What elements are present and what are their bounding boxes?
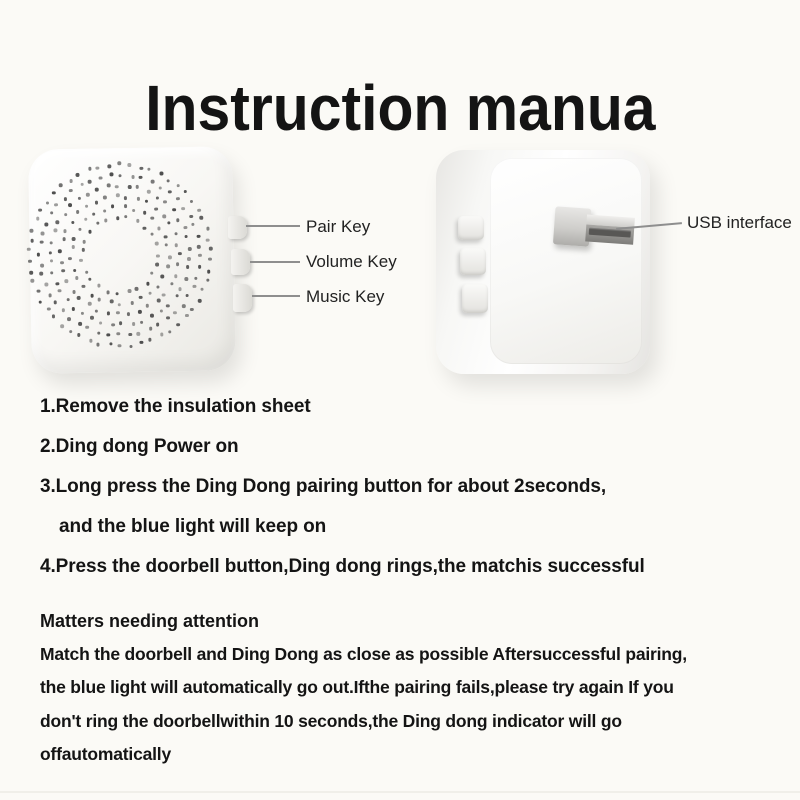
usb-interface-label: USB interface	[687, 213, 792, 232]
speaker-hole-dot	[188, 247, 192, 251]
speaker-hole-dot	[157, 299, 161, 303]
speaker-hole-dot	[160, 333, 164, 337]
speaker-hole-dot	[99, 176, 103, 180]
speaker-hole-dot	[71, 245, 75, 249]
speaker-hole-dot	[118, 303, 122, 307]
speaker-hole-dot	[186, 265, 190, 269]
receiver-side-key-2	[460, 248, 486, 275]
speaker-hole-dot	[176, 262, 180, 266]
speaker-hole-dot	[27, 247, 31, 251]
speaker-hole-dot	[58, 289, 62, 293]
speaker-hole-dot	[139, 175, 143, 179]
speaker-hole-dot	[167, 221, 171, 225]
speaker-hole-dot	[88, 278, 92, 282]
speaker-hole-dot	[95, 188, 99, 192]
speaker-hole-dot	[127, 163, 131, 167]
speaker-hole-dot	[72, 237, 76, 241]
speaker-hole-dot	[156, 254, 160, 258]
speaker-hole-dot	[139, 296, 143, 300]
speaker-hole-dot	[73, 269, 77, 273]
speaker-hole-dot	[39, 272, 43, 276]
speaker-hole-dot	[95, 309, 99, 313]
speaker-hole-dot	[165, 243, 169, 247]
speaker-hole-dot	[132, 322, 136, 326]
speaker-grille	[28, 146, 236, 374]
speaker-hole-dot	[30, 239, 34, 243]
speaker-hole-dot	[193, 284, 197, 288]
speaker-hole-dot	[109, 342, 113, 346]
speaker-hole-dot	[164, 235, 168, 239]
speaker-hole-dot	[68, 203, 72, 207]
speaker-hole-dot	[62, 237, 66, 241]
attention-line-1: Match the doorbell and Ding Dong as close as possible Aftersuccessful pairing,	[40, 644, 687, 664]
speaker-hole-dot	[96, 166, 100, 170]
speaker-hole-dot	[156, 323, 160, 327]
volume-key-leader-line	[250, 261, 300, 263]
speaker-hole-dot	[62, 308, 66, 312]
speaker-hole-dot	[118, 344, 122, 348]
speaker-hole-dot	[119, 321, 123, 325]
speaker-hole-dot	[90, 294, 94, 298]
speaker-hole-dot	[129, 345, 133, 349]
speaker-hole-dot	[69, 189, 73, 193]
speaker-hole-dot	[178, 287, 182, 291]
speaker-hole-dot	[103, 196, 107, 200]
speaker-hole-dot	[126, 312, 130, 316]
speaker-hole-dot	[110, 300, 114, 304]
speaker-hole-dot	[54, 203, 58, 207]
receiver-side-key-1	[458, 216, 484, 240]
speaker-hole-dot	[29, 271, 33, 275]
speaker-hole-dot	[76, 173, 80, 177]
speaker-hole-dot	[160, 171, 164, 175]
speaker-hole-dot	[116, 332, 120, 336]
speaker-hole-dot	[54, 229, 58, 233]
speaker-hole-dot	[157, 227, 161, 231]
speaker-hole-dot	[78, 228, 82, 232]
speaker-hole-dot	[135, 287, 139, 291]
speaker-hole-dot	[63, 229, 67, 233]
speaker-hole-dot	[40, 240, 44, 244]
speaker-hole-dot	[85, 270, 89, 274]
speaker-hole-dot	[155, 196, 159, 200]
speaker-hole-dot	[187, 257, 191, 261]
speaker-hole-dot	[99, 321, 103, 325]
speaker-hole-dot	[149, 327, 153, 331]
speaker-hole-dot	[44, 283, 48, 287]
speaker-hole-dot	[39, 300, 43, 304]
speaker-hole-dot	[160, 274, 164, 278]
speaker-hole-dot	[131, 301, 135, 305]
speaker-hole-dot	[82, 285, 86, 289]
chime-body	[28, 146, 236, 374]
speaker-hole-dot	[65, 279, 69, 283]
speaker-hole-dot	[41, 232, 45, 236]
pair-key-leader-line	[246, 225, 300, 227]
speaker-hole-dot	[198, 265, 202, 269]
speaker-hole-dot	[61, 269, 65, 273]
speaker-hole-dot	[116, 194, 120, 198]
speaker-hole-dot	[45, 223, 49, 227]
page-title-text: Instruction manua	[144, 71, 656, 144]
speaker-hole-dot	[76, 210, 80, 214]
speaker-hole-dot	[191, 222, 195, 226]
speaker-hole-dot	[52, 191, 56, 195]
speaker-hole-dot	[128, 185, 132, 189]
speaker-hole-dot	[69, 179, 73, 183]
speaker-hole-dot	[206, 227, 210, 231]
speaker-hole-dot	[147, 190, 151, 194]
speaker-hole-dot	[190, 200, 194, 204]
speaker-hole-dot	[89, 339, 93, 343]
speaker-hole-dot	[143, 227, 147, 231]
speaker-hole-dot	[84, 217, 88, 221]
attention-line-3: don't ring the doorbellwithin 10 seconds,the Ding dong indicator will go	[40, 711, 622, 731]
speaker-hole-dot	[150, 271, 154, 275]
speaker-hole-dot	[90, 316, 94, 320]
speaker-hole-dot	[190, 308, 194, 312]
speaker-hole-dot	[150, 314, 154, 318]
speaker-hole-dot	[66, 298, 70, 302]
speaker-hole-dot	[85, 325, 89, 329]
speaker-hole-dot	[107, 184, 111, 188]
speaker-hole-dot	[148, 338, 152, 342]
chime-music-key	[233, 284, 252, 312]
speaker-hole-dot	[166, 304, 170, 308]
speaker-hole-dot	[106, 333, 110, 337]
speaker-hole-dot	[176, 323, 180, 327]
page-title	[0, 73, 800, 143]
speaker-hole-dot	[206, 279, 210, 283]
speaker-hole-dot	[159, 186, 163, 190]
music-key-leader-line	[252, 295, 300, 297]
speaker-hole-dot	[49, 241, 53, 245]
speaker-hole-dot	[81, 312, 85, 316]
volume-key-label: Volume Key	[306, 252, 397, 271]
speaker-hole-dot	[77, 296, 81, 300]
receiver-plug-image	[436, 150, 650, 374]
speaker-hole-dot	[184, 235, 188, 239]
speaker-hole-dot	[124, 215, 128, 219]
speaker-hole-dot	[30, 279, 34, 283]
usb-plug-connector	[585, 214, 635, 244]
speaker-hole-dot	[166, 316, 170, 320]
speaker-hole-dot	[166, 179, 170, 183]
speaker-hole-dot	[208, 257, 212, 261]
speaker-hole-dot	[182, 304, 186, 308]
speaker-hole-dot	[143, 211, 147, 215]
speaker-hole-dot	[118, 174, 122, 178]
speaker-hole-dot	[36, 289, 40, 293]
speaker-hole-dot	[176, 197, 180, 201]
speaker-hole-dot	[88, 230, 92, 234]
speaker-hole-dot	[88, 180, 92, 184]
attention-line-2: the blue light will automatically go out.Ifthe pairing fails,please try again If you	[40, 677, 674, 697]
speaker-hole-dot	[81, 248, 85, 252]
speaker-hole-dot	[50, 211, 54, 215]
speaker-hole-dot	[67, 317, 71, 321]
speaker-hole-dot	[88, 167, 92, 171]
speaker-hole-dot	[200, 288, 204, 292]
speaker-hole-dot	[136, 219, 140, 223]
speaker-hole-dot	[140, 341, 144, 345]
speaker-hole-dot	[116, 311, 120, 315]
speaker-hole-dot	[53, 300, 57, 304]
speaker-hole-dot	[198, 253, 202, 257]
speaker-hole-dot	[173, 311, 177, 315]
speaker-hole-dot	[207, 270, 211, 274]
speaker-hole-dot	[155, 242, 159, 246]
speaker-hole-dot	[200, 216, 204, 220]
speaker-hole-dot	[124, 196, 128, 200]
chime-pair-key	[228, 216, 247, 239]
speaker-hole-dot	[111, 204, 115, 208]
speaker-hole-dot	[72, 307, 76, 311]
speaker-hole-dot	[154, 207, 158, 211]
speaker-hole-dot	[170, 282, 174, 286]
speaker-hole-dot	[162, 293, 166, 297]
speaker-hole-dot	[197, 208, 201, 212]
speaker-hole-dot	[108, 164, 112, 168]
speaker-hole-dot	[60, 261, 64, 265]
speaker-hole-dot	[64, 213, 68, 217]
speaker-hole-dot	[52, 315, 56, 319]
speaker-hole-dot	[168, 190, 172, 194]
speaker-hole-dot	[155, 263, 159, 267]
speaker-hole-dot	[162, 215, 166, 219]
speaker-hole-dot	[183, 190, 187, 194]
speaker-hole-dot	[75, 276, 79, 280]
speaker-hole-dot	[109, 173, 113, 177]
speaker-hole-dot	[106, 311, 110, 315]
speaker-hole-dot	[132, 209, 136, 213]
speaker-hole-dot	[36, 217, 40, 221]
speaker-hole-dot	[140, 320, 144, 324]
receiver-front-panel	[490, 158, 642, 364]
speaker-hole-dot	[96, 343, 100, 347]
instruction-step-4: 4.Press the doorbell button,Ding dong rings,the matchis successful	[40, 556, 645, 577]
speaker-hole-dot	[103, 209, 107, 213]
speaker-hole-dot	[46, 201, 50, 205]
speaker-hole-dot	[92, 213, 96, 217]
speaker-hole-dot	[151, 216, 155, 220]
speaker-hole-dot	[206, 238, 210, 242]
speaker-hole-dot	[128, 333, 132, 337]
speaker-hole-dot	[86, 193, 90, 197]
speaker-hole-dot	[176, 184, 180, 188]
speaker-hole-dot	[37, 253, 41, 257]
speaker-hole-dot	[80, 182, 84, 186]
speaker-hole-dot	[163, 200, 167, 204]
speaker-hole-dot	[172, 208, 176, 212]
speaker-hole-dot	[183, 226, 187, 230]
pair-key-label: Pair Key	[306, 217, 371, 236]
speaker-hole-dot	[178, 252, 182, 256]
attention-line-4: offautomatically	[40, 744, 171, 764]
speaker-hole-dot	[146, 282, 150, 286]
speaker-hole-dot	[174, 275, 178, 279]
instruction-step-3: 3.Long press the Ding Dong pairing button for about 2seconds,	[40, 476, 607, 497]
speaker-hole-dot	[198, 299, 202, 303]
speaker-hole-dot	[50, 271, 54, 275]
instruction-step-1: 1.Remove the insulation sheet	[40, 396, 311, 417]
speaker-hole-dot	[49, 259, 53, 263]
speaker-hole-dot	[79, 259, 83, 263]
speaker-hole-dot	[175, 294, 179, 298]
speaker-hole-dot	[77, 333, 81, 337]
speaker-hole-dot	[168, 330, 172, 334]
speaker-hole-dot	[56, 282, 60, 286]
speaker-hole-dot	[55, 220, 59, 224]
speaker-hole-dot	[115, 292, 119, 296]
speaker-hole-dot	[140, 166, 144, 170]
speaker-hole-dot	[97, 284, 101, 288]
speaker-hole-dot	[194, 277, 198, 281]
speaker-hole-dot	[148, 292, 152, 296]
speaker-hole-dot	[176, 218, 180, 222]
speaker-hole-dot	[69, 330, 73, 334]
speaker-hole-dot	[61, 324, 65, 328]
speaker-hole-dot	[131, 175, 135, 179]
speaker-hole-dot	[197, 245, 201, 249]
speaker-hole-dot	[78, 196, 82, 200]
speaker-hole-dot	[175, 243, 179, 247]
speaker-hole-dot	[185, 294, 189, 298]
speaker-hole-dot	[97, 298, 101, 302]
speaker-hole-dot	[189, 215, 193, 219]
speaker-hole-dot	[138, 310, 142, 314]
speaker-hole-dot	[136, 332, 140, 336]
page-edge-shadow	[0, 791, 800, 793]
speaker-hole-dot	[106, 290, 110, 294]
speaker-hole-dot	[115, 185, 119, 189]
speaker-hole-dot	[197, 234, 201, 238]
music-key-label: Music Key	[306, 287, 385, 306]
speaker-hole-dot	[85, 204, 89, 208]
speaker-hole-dot	[144, 200, 148, 204]
attention-heading: Matters needing attention	[40, 611, 260, 631]
speaker-hole-dot	[59, 183, 63, 187]
speaker-hole-dot	[135, 185, 139, 189]
speaker-hole-dot	[49, 251, 53, 255]
speaker-hole-dot	[150, 232, 154, 236]
instruction-step-2: 2.Ding dong Power on	[40, 436, 239, 457]
speaker-hole-dot	[72, 290, 76, 294]
speaker-hole-dot	[104, 219, 108, 223]
speaker-hole-dot	[88, 302, 92, 306]
usb-plug	[553, 205, 636, 254]
speaker-hole-dot	[95, 201, 99, 205]
speaker-hole-dot	[82, 240, 86, 244]
receiver-side-key-3	[462, 284, 488, 313]
speaker-hole-dot	[159, 309, 163, 313]
speaker-hole-dot	[181, 207, 185, 211]
speaker-hole-dot	[48, 294, 52, 298]
speaker-hole-dot	[111, 323, 115, 327]
speaker-hole-dot	[38, 208, 42, 212]
speaker-hole-dot	[71, 220, 75, 224]
speaker-hole-dot	[145, 304, 149, 308]
speaker-hole-dot	[97, 331, 101, 335]
speaker-hole-dot	[184, 277, 188, 281]
instruction-step-3-continuation: and the blue light will keep on	[59, 516, 327, 537]
doorbell-chime-image	[30, 148, 234, 372]
speaker-hole-dot	[174, 232, 178, 236]
speaker-hole-dot	[166, 265, 170, 269]
speaker-hole-dot	[28, 260, 32, 264]
speaker-hole-dot	[96, 221, 100, 225]
speaker-hole-dot	[30, 229, 34, 233]
speaker-hole-dot	[124, 204, 128, 208]
speaker-hole-dot	[116, 216, 120, 220]
speaker-hole-dot	[128, 289, 132, 293]
speaker-hole-dot	[68, 257, 72, 261]
speaker-hole-dot	[78, 322, 82, 326]
speaker-hole-dot	[209, 247, 213, 251]
speaker-hole-dot	[185, 314, 189, 318]
chime-volume-key	[231, 249, 250, 275]
speaker-hole-dot	[47, 307, 51, 311]
speaker-hole-dot	[40, 264, 44, 268]
usb-connector-slot	[589, 228, 631, 238]
speaker-hole-dot	[151, 180, 155, 184]
speaker-hole-dot	[147, 167, 151, 171]
speaker-hole-dot	[64, 197, 68, 201]
speaker-hole-dot	[156, 285, 160, 289]
speaker-hole-dot	[58, 249, 62, 253]
speaker-hole-dot	[137, 197, 141, 201]
speaker-hole-dot	[168, 255, 172, 259]
speaker-hole-dot	[118, 162, 122, 166]
